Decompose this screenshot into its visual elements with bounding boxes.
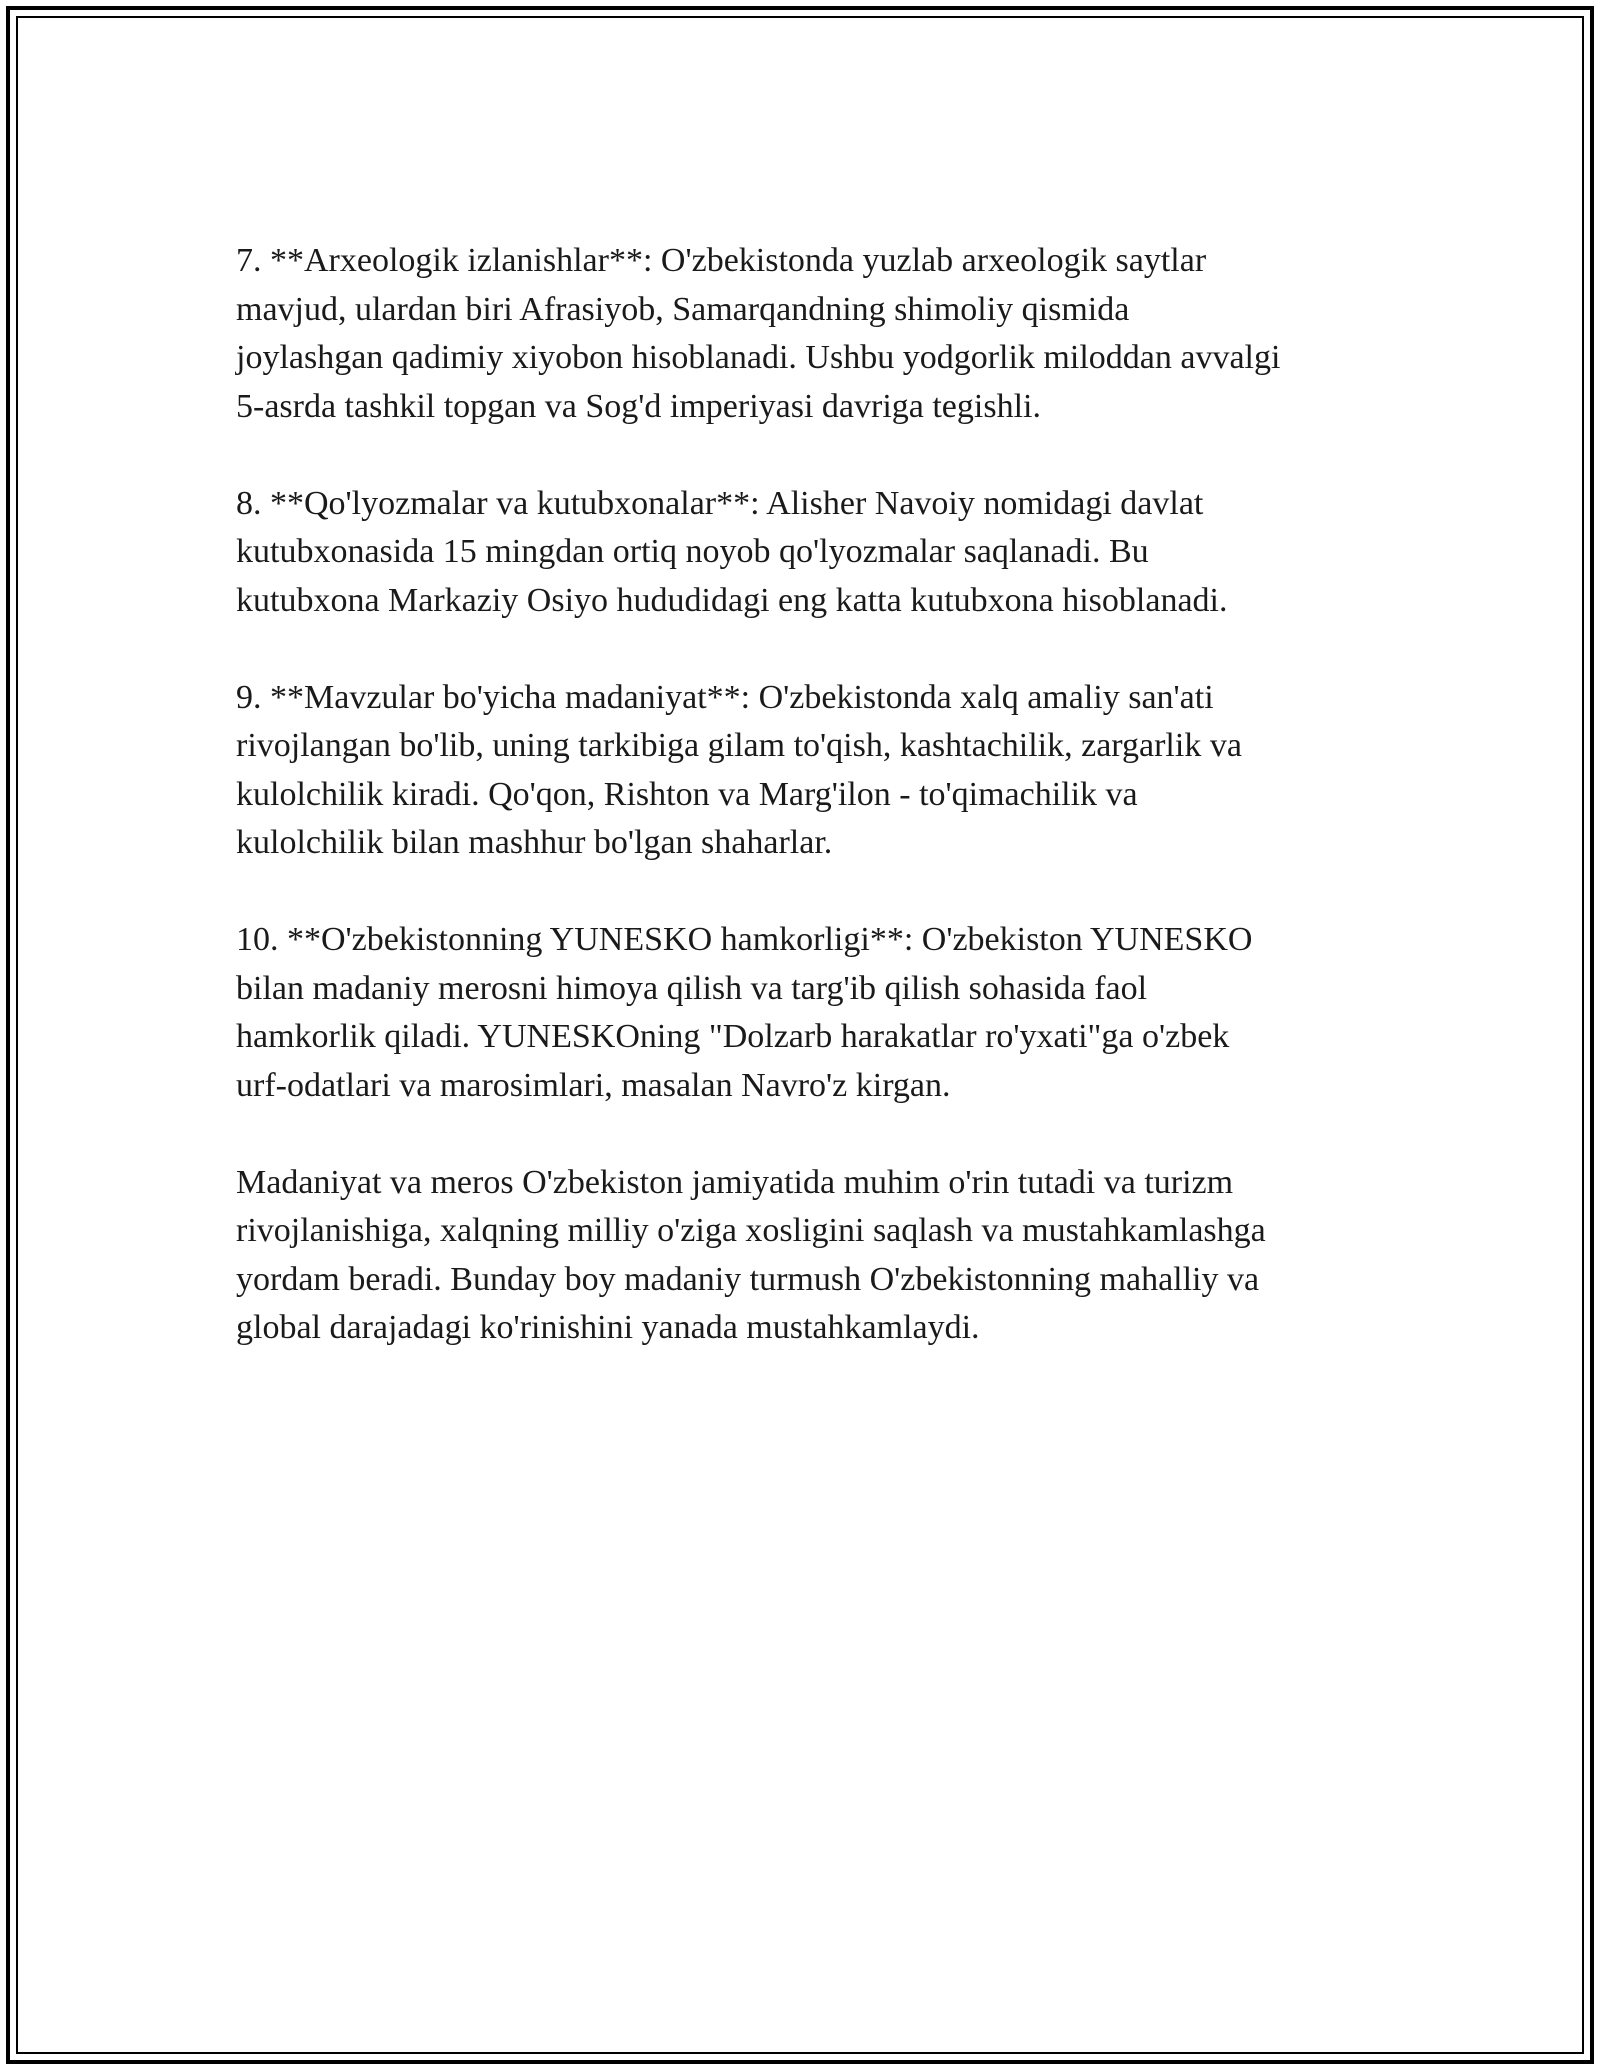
paragraph-conclusion: Madaniyat va meros O'zbekiston jamiyatida muhim o'rin tutadi va turizm rivojlanishiga, xalqning milliy o'ziga xosligini saqlash va mustahkamlashga yordam beradi. Bunday boy madaniy turmush O'zbekistonning mahalliy va global darajadagi ko'rinishini yanada mustahkamlaydi.: [236, 1163, 1266, 1346]
paragraph-manuscripts: 8. **Qo'lyozmalar va kutubxonalar**: Alisher Navoiy nomidagi davlat kutubxonasida 15 mingdan ortiq noyob qo'lyozmalar saqlanadi. Bu kutubxona Markaziy Osiyo hududidagi eng katta kutubxona hisoblanadi.: [236, 484, 1228, 619]
paragraph-archaeology: 7. **Arxeologik izlanishlar**: O'zbekistonda yuzlab arxeologik saytlar mavjud, ulardan biri Afrasiyob, Samarqandning shimoliy qismida joylashgan qadimiy xiyobon hisoblanadi. Ushbu yodgorlik miloddan avvalgi 5-asrda tashkil topgan va Sog'd imperiyasi davriga tegishli.: [236, 242, 1281, 425]
paragraph-unesco: 10. **O'zbekistonning YUNESKO hamkorligi**: O'zbekiston YUNESKO bilan madaniy merosni himoya qilish va targ'ib qilish sohasida faol hamkorlik qiladi. YUNESKOning "Dolzarb harakatlar ro'yxati"ga o'zbek urf-odatlari va marosimlari, masalan Navro'z kirgan.: [236, 921, 1253, 1104]
paragraph-folk-art: 9. **Mavzular bo'yicha madaniyat**: O'zbekistonda xalq amaliy san'ati rivojlangan bo'lib, uning tarkibiga gilam to'qish, kashtachilik, zargarlik va kulolchilik kiradi. Qo'qon, Rishton va Marg'ilon - to'qimachilik va kulolchilik bilan mashhur bo'lgan shaharlar.: [236, 678, 1242, 861]
document-body: [236, 237, 1386, 1401]
